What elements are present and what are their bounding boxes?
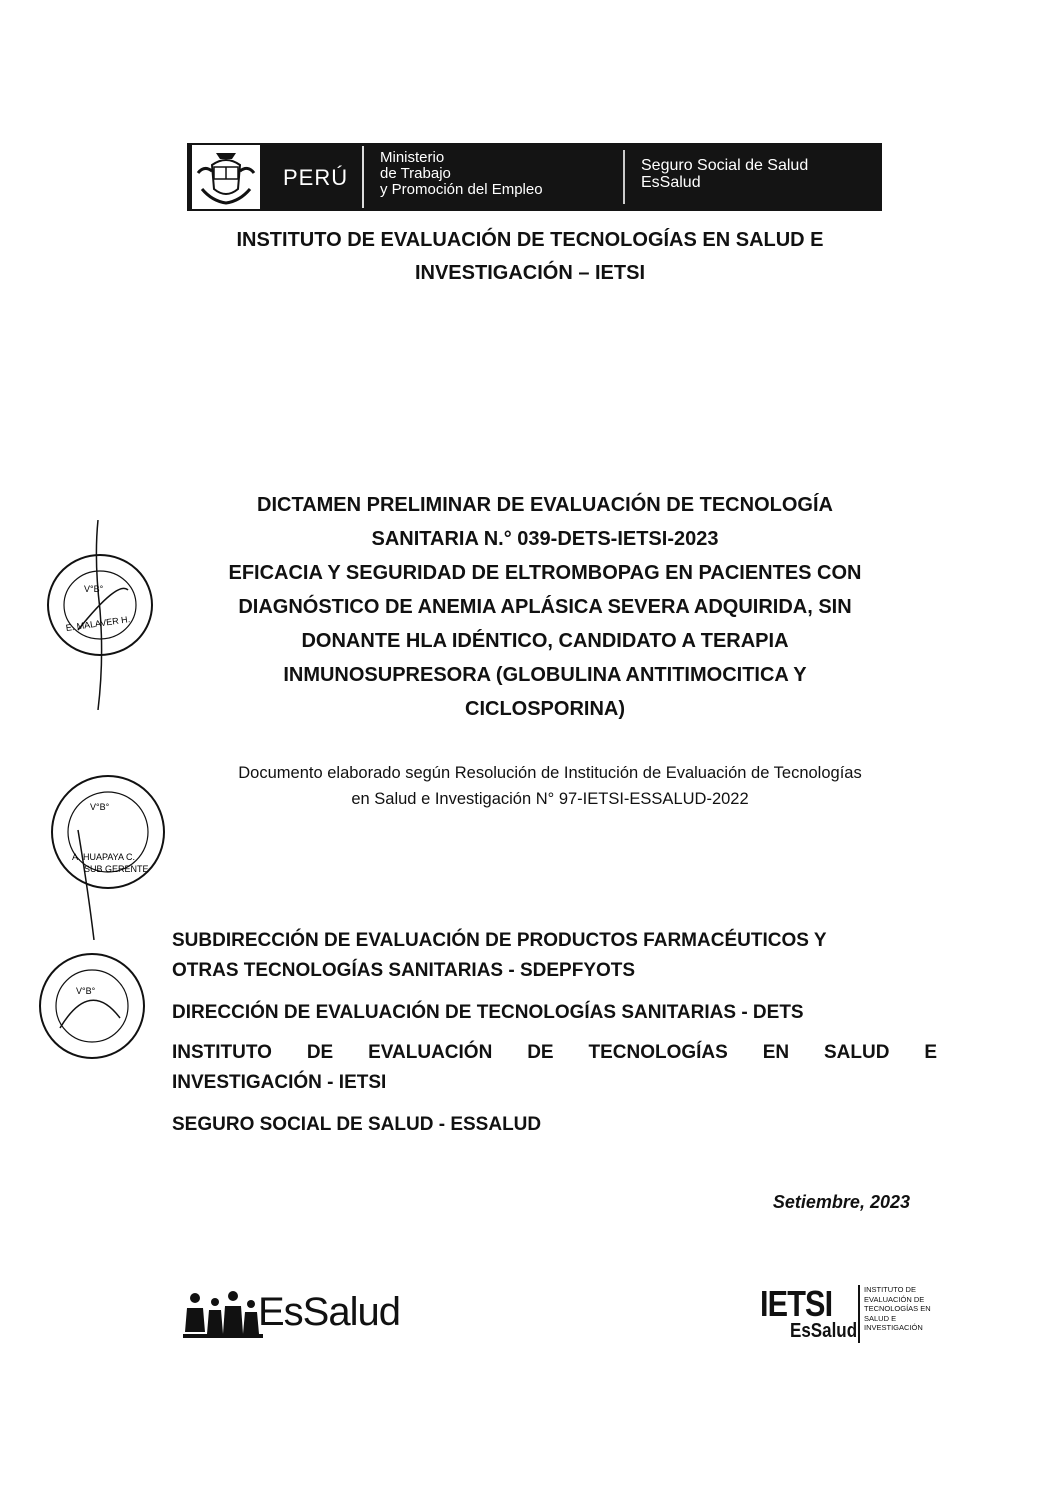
institute-title [120, 224, 940, 290]
dictamen-line: DIAGNÓSTICO DE ANEMIA APLÁSICA SEVERA ADQUIRIDA, SIN [238, 596, 852, 618]
essalud-banner-name [641, 157, 808, 191]
dictamen-line: SANITARIA N.° 039-DETS-IETSI-2023 [371, 528, 719, 550]
stamp2-vb: V°B° [90, 802, 110, 812]
document-date: Setiembre, 2023 [772, 1192, 910, 1212]
ietsi-desc-line: INSTITUTO DE [864, 1285, 916, 1294]
ietsi-desc-line: INVESTIGACIÓN [864, 1323, 923, 1332]
stamp1-name: E. MALAVER H. [65, 614, 131, 634]
document-note [150, 760, 950, 812]
institute-ietsi [172, 1038, 937, 1098]
stamp2-role: SUB GERENTE [84, 864, 149, 874]
banner-separator [623, 150, 625, 204]
ietsi-logo-word: IETSI [760, 1283, 833, 1324]
approval-stamp-2 [38, 770, 168, 940]
ietsi-desc-line: SALUD E [864, 1313, 897, 1323]
stamp1-vb: V°B° [84, 584, 104, 594]
direction-dets: DIRECCIÓN DE EVALUACIÓN DE TECNOLOGÍAS SANITARIAS - DETS [172, 1002, 804, 1023]
essalud-logo-text: EsSalud [258, 1290, 400, 1334]
ietsi-logo-description [864, 1285, 934, 1333]
subdirection-sdepfyots [172, 926, 937, 986]
subdir-line: OTRAS TECNOLOGÍAS SANITARIAS - SDEPFYOTS [172, 960, 636, 981]
peru-coat-of-arms-icon [192, 145, 260, 209]
stamp3-vb: V°B° [76, 986, 96, 996]
ministry-line: y Promoción del Empleo [380, 181, 543, 198]
ministry-line: de Trabajo [380, 165, 451, 182]
country-label: PERÚ [283, 165, 349, 190]
stamp2-name: A. HUAPAYA C. [72, 852, 136, 862]
essalud-line: EsSalud [641, 174, 701, 191]
essalud-figures-icon [183, 1290, 263, 1340]
ministry-name [380, 150, 543, 198]
title-line: INVESTIGACIÓN – IETSI [414, 262, 646, 284]
subdir-line: INSTITUTO DE EVALUACIÓN DE TECNOLOGÍAS EN SALUD E [172, 1042, 937, 1063]
dictamen-line: DONANTE HLA IDÉNTICO, CANDIDATO A TERAPIA [301, 630, 789, 652]
title-line: INSTITUTO DE EVALUACIÓN DE TECNOLOGÍAS EN SALUD E [236, 229, 824, 251]
approval-stamp-1 [28, 520, 158, 710]
dictamen-title [150, 488, 940, 726]
subdir-line: SUBDIRECCIÓN DE EVALUACIÓN DE PRODUCTOS FARMACÉUTICOS Y [172, 930, 827, 951]
essalud-line: Seguro Social de Salud [641, 157, 809, 174]
ietsi-desc-line: EVALUACIÓN DE [864, 1294, 925, 1304]
note-line: en Salud e Investigación N° 97-IETSI-ESSALUD-2022 [351, 790, 749, 808]
ietsi-logo-divider [858, 1285, 860, 1343]
dictamen-line: CICLOSPORINA) [465, 698, 625, 720]
ietsi-desc-line: TECNOLOGÍAS EN [864, 1304, 931, 1313]
essalud-name: SEGURO SOCIAL DE SALUD - ESSALUD [172, 1114, 542, 1135]
note-line: Documento elaborado según Resolución de Institución de Evaluación de Tecnologías [238, 764, 862, 782]
subdir-line: INVESTIGACIÓN - IETSI [172, 1072, 387, 1093]
dictamen-line: DICTAMEN PRELIMINAR DE EVALUACIÓN DE TECNOLOGÍA [257, 494, 833, 516]
dictamen-line: EFICACIA Y SEGURIDAD DE ELTROMBOPAG EN PACIENTES CON [228, 562, 862, 584]
approval-stamp-3 [30, 948, 150, 1068]
dictamen-line: INMUNOSUPRESORA (GLOBULINA ANTITIMOCITICA Y [283, 664, 807, 686]
ministry-line: Ministerio [380, 149, 445, 166]
ietsi-logo-sub: EsSalud [790, 1320, 858, 1342]
